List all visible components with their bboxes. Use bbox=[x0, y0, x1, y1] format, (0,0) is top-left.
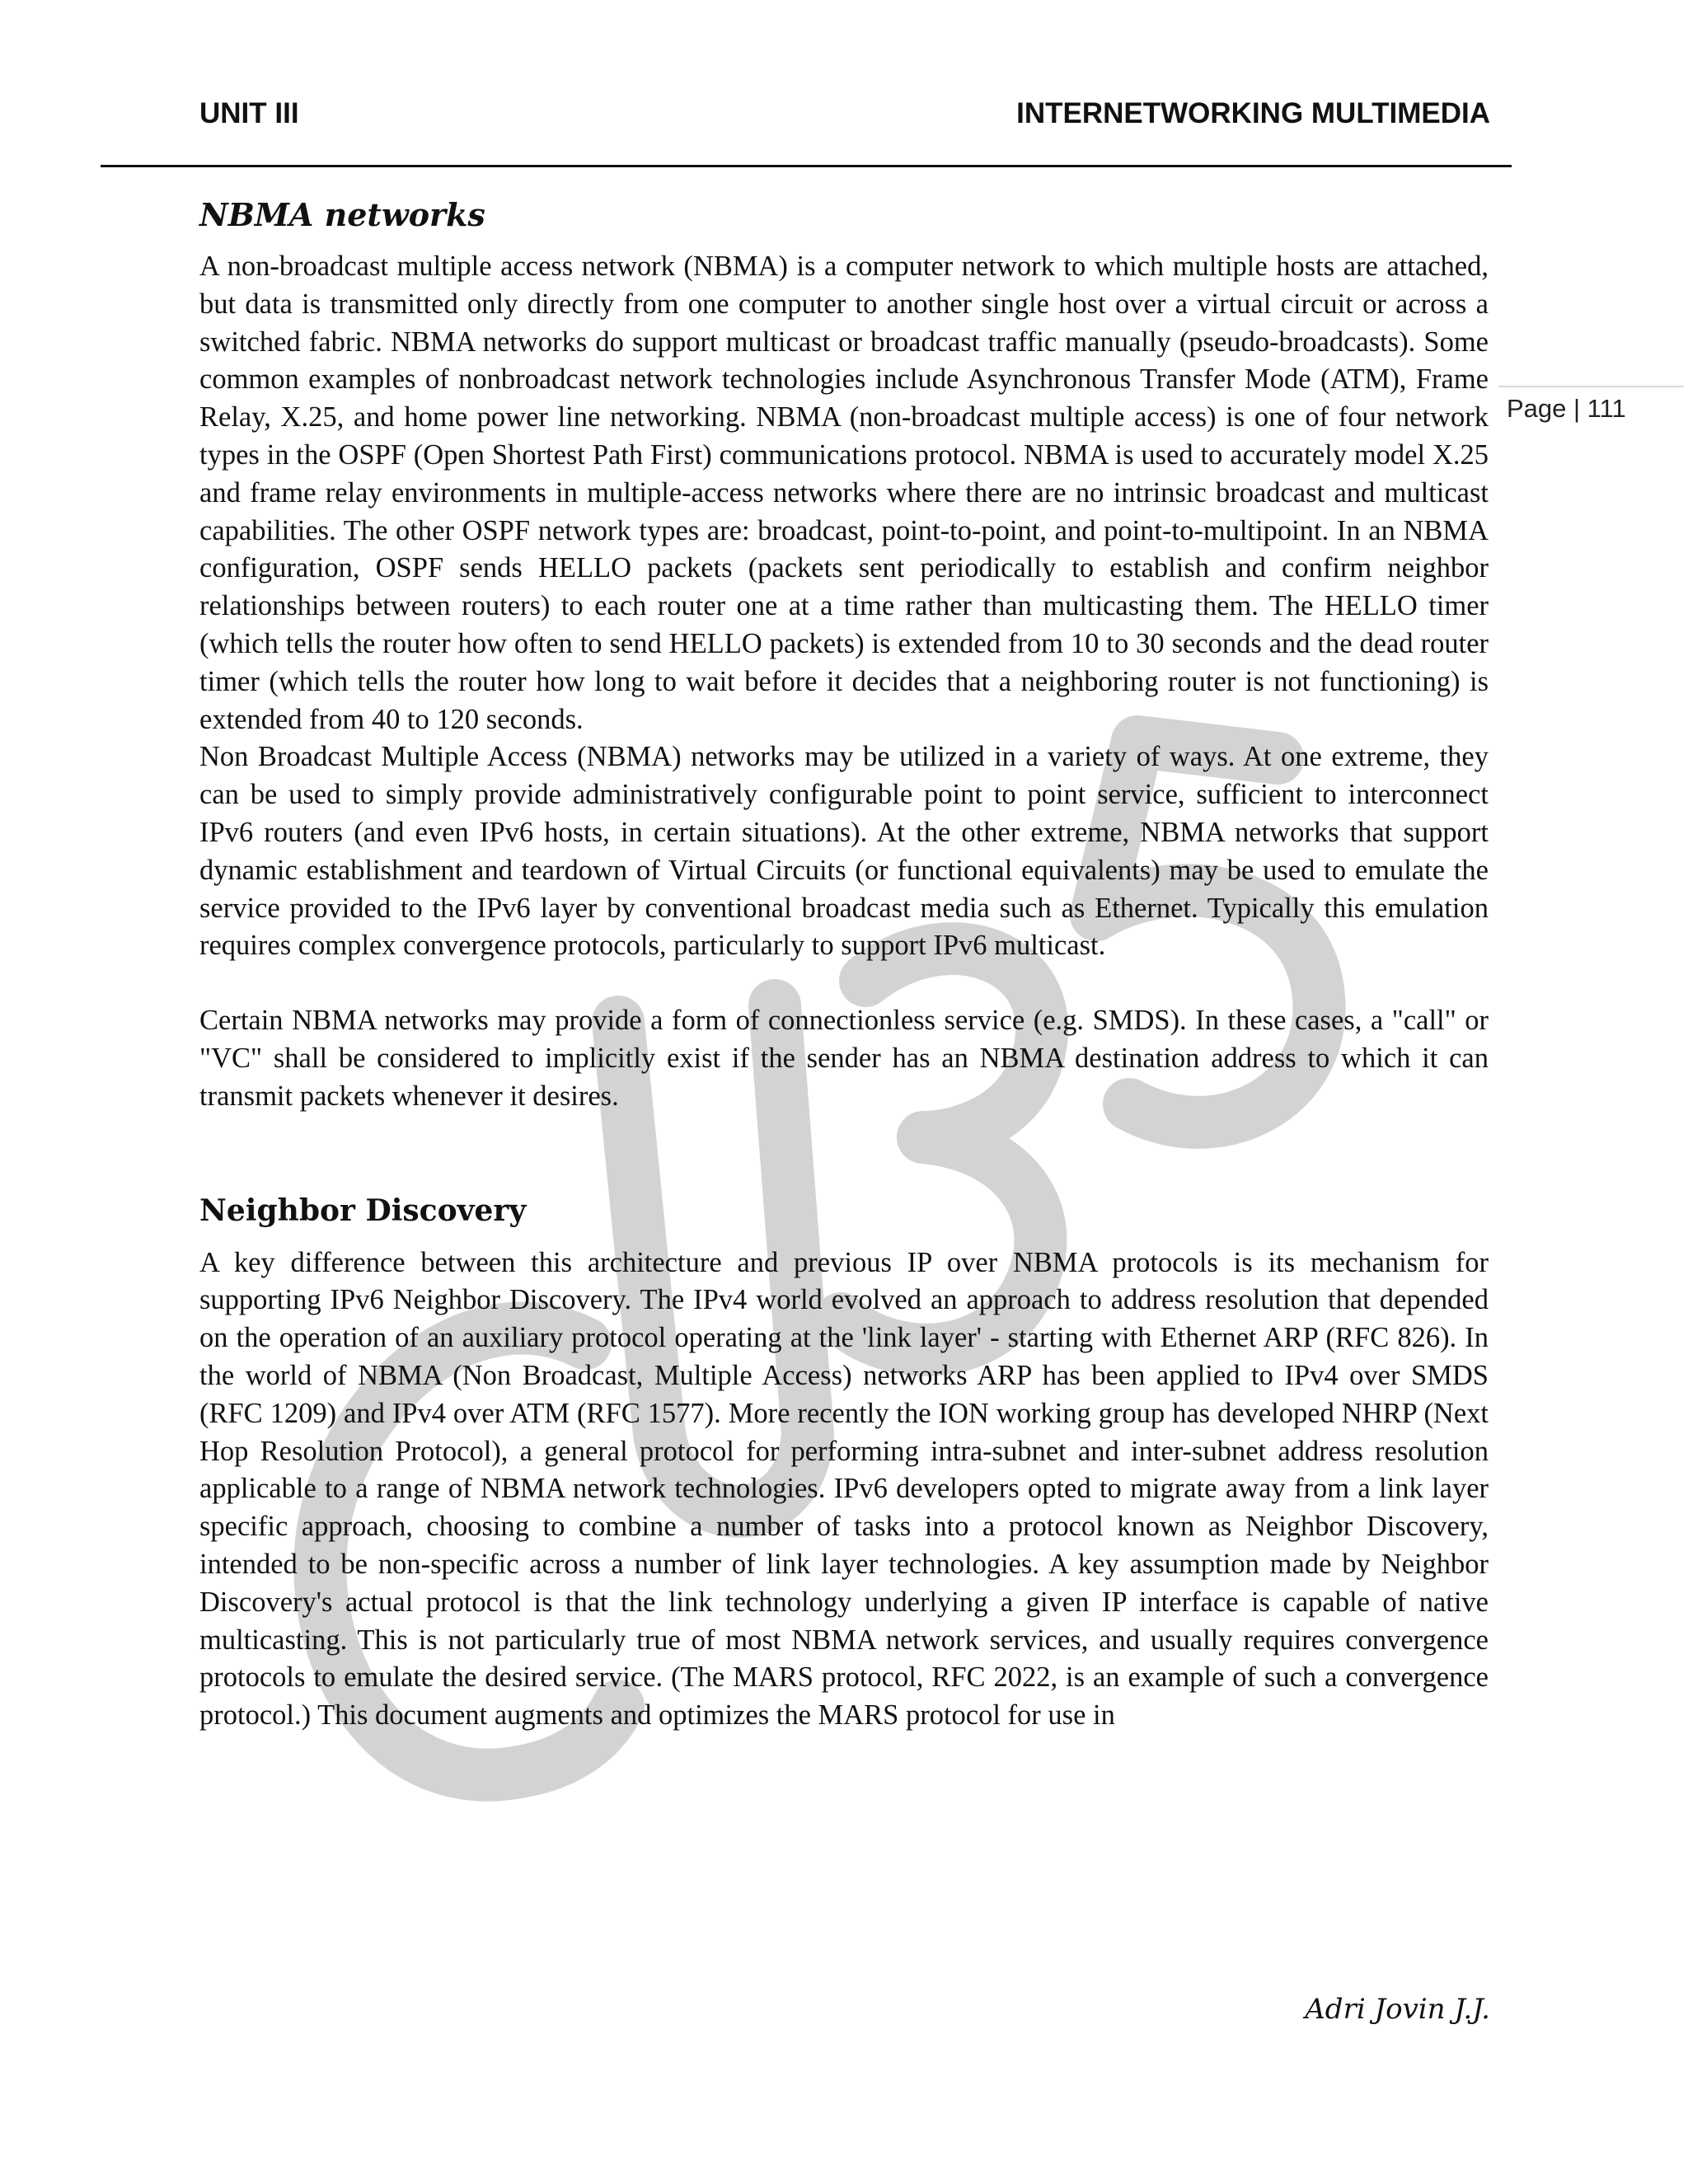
header-subject: INTERNETWORKING MULTIMEDIA bbox=[1016, 97, 1490, 129]
spacer bbox=[199, 965, 1489, 1002]
paragraph-nbma-1: A non-broadcast multiple access network (NBMA) is a computer network to which multiple hosts are attached, but data is transmitted only directly from one computer to another single host over a virtual circuit or across a switched fabric. NBMA networks do support multicast or broadcast traffic manually (pseudo-broadcasts). Some common examples of nonbroadcast network technologies include Asynchronous Transfer Mode (ATM), Frame Relay, X.25, and home power line networking. NBMA (non-broadcast multiple access) is one of four network types in the OSPF (Open Shortest Path First) communications protocol. NBMA is used to accurately model X.25 and frame relay environments in multiple-access networks where there are no intrinsic broadcast and multicast capabilities. The other OSPF network types are: broadcast, point-to-point, and point-to-multipoint. In an NBMA configuration, OSPF sends HELLO packets (packets sent periodically to establish and confirm neighbor relationships between routers) to each router one at a time rather than multicasting them. The HELLO timer (which tells the router how often to send HELLO packets) is extended from 10 to 30 seconds and the dead router timer (which tells the router how long to wait before it decides that a neighboring router is not functioning) is extended from 40 to 120 seconds. bbox=[199, 251, 1489, 735]
paragraph-nbma-3: Certain NBMA networks may provide a form of connectionless service (e.g. SMDS). In these cases, a "call" or "VC" shall be considered to implicitly exist if the sender has an NBMA destination address to which it can transmit packets whenever it desires. bbox=[199, 1005, 1489, 1112]
author-signature: Adri Jovin J.J. bbox=[1305, 1993, 1490, 2026]
page-number-divider bbox=[1498, 386, 1684, 387]
spacer bbox=[199, 1116, 1489, 1193]
page-number: Page | 111 bbox=[1507, 394, 1626, 423]
header-divider bbox=[101, 165, 1512, 167]
paragraph-nbma-2: Non Broadcast Multiple Access (NBMA) networks may be utilized in a variety of ways. At one extreme, they can be used to simply provide administratively configurable point to point service, sufficient to interconnect IPv6 routers (and even IPv6 hosts, in certain situations). At the other extreme, NBMA networks that support dynamic establishment and teardown of Virtual Circuits (or functional equivalents) may be used to emulate the service provided to the IPv6 layer by conventional broadcast media such as Ethernet. Typically this emulation requires complex convergence protocols, particularly to support IPv6 multicast. bbox=[199, 741, 1489, 962]
page-content bbox=[199, 196, 1489, 1735]
section-title-neighbor-discovery: Neighbor Discovery bbox=[199, 1193, 527, 1228]
paragraph-neighbor-discovery: A key difference between this architecture and previous IP over NBMA protocols is its mechanism for supporting IPv6 Neighbor Discovery. The IPv4 world evolved an approach to address resolution that depended on the operation of an auxiliary protocol operating at the 'link layer' - starting with Ethernet ARP (RFC 826). In the world of NBMA (Non Broadcast, Multiple Access) networks ARP has been applied to IPv4 over SMDS (RFC 1209) and IPv4 over ATM (RFC 1577). More recently the ION working group has developed NHRP (Next Hop Resolution Protocol), a general protocol for performing intra-subnet and inter-subnet address resolution applicable to a range of NBMA network technologies. IPv6 developers opted to migrate away from a link layer specific approach, choosing to combine a number of tasks into a protocol known as Neighbor Discovery, intended to be non-specific across a number of link layer technologies. A key assumption made by Neighbor Discovery's actual protocol is that the link technology underlying a given IP interface is capable of native multicasting. This is not particularly true of most NBMA network services, and usually requires convergence protocols to emulate the desired service. (The MARS protocol, RFC 2022, is an example of such a convergence protocol.) This document augments and optimizes the MARS protocol for use in bbox=[199, 1246, 1489, 1732]
section-title-nbma: NBMA networks bbox=[199, 196, 485, 233]
header-unit: UNIT III bbox=[199, 97, 299, 129]
